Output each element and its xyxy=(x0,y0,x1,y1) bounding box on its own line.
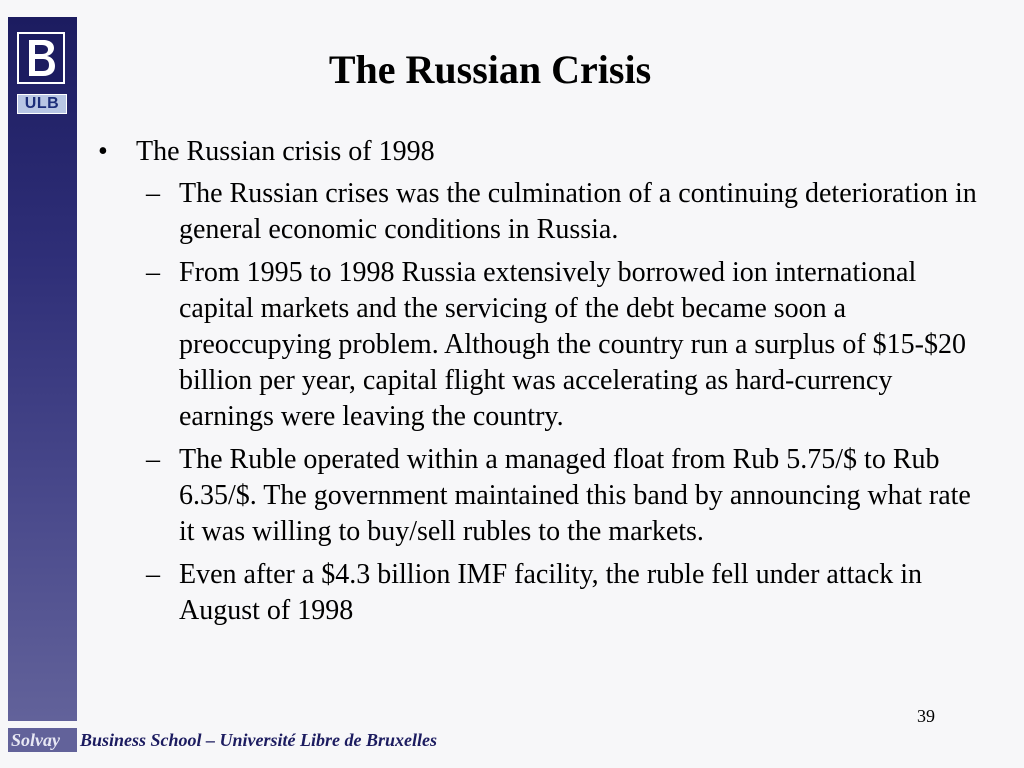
sub-bullet-item xyxy=(146,255,978,435)
sub-bullet-list xyxy=(146,176,978,629)
footer-school-name: Business School – Université Libre de Bruxelles xyxy=(80,730,438,750)
sub-bullet-item xyxy=(146,176,978,248)
sidebar-band xyxy=(8,17,77,721)
ulb-logo: ULB xyxy=(17,94,67,114)
page-number: 39 xyxy=(917,706,935,726)
main-bullet-text: The Russian crisis of 1998 xyxy=(136,136,435,167)
sub-bullet-text: From 1995 to 1998 Russia extensively borrowed ion international capital markets and the servicing of the debt became soon a preoccupying problem. Although the country run a surplus of $15-$20 billion per year, capital flight was accelerating as hard-currency earnings were leaving the country. xyxy=(179,257,966,432)
dash-marker: – xyxy=(146,559,160,590)
slide-content xyxy=(98,134,978,636)
sub-bullet-text: The Ruble operated within a managed float from Rub 5.75/$ to Rub 6.35/$. The government maintained this band by announcing what rate it was willing to buy/sell rubles to the markets. xyxy=(179,444,971,547)
main-bullet xyxy=(98,134,978,170)
sub-bullet-item xyxy=(146,442,978,550)
dash-marker: – xyxy=(146,257,160,288)
dash-marker: – xyxy=(146,178,160,209)
sub-bullet-text: The Russian crises was the culmination of a continuing deterioration in general economic conditions in Russia. xyxy=(179,178,977,245)
b-monogram-icon xyxy=(23,36,59,80)
sub-bullet-text: Even after a $4.3 billion IMF facility, the ruble fell under attack in August of 1998 xyxy=(179,559,923,626)
bullet-marker: • xyxy=(98,136,108,167)
sub-bullet-item xyxy=(146,557,978,629)
footer xyxy=(0,728,1024,752)
dash-marker: – xyxy=(146,444,160,475)
slide-title: The Russian Crisis xyxy=(328,47,652,92)
footer-solvay: Solvay xyxy=(8,728,77,752)
school-logo xyxy=(17,32,65,84)
